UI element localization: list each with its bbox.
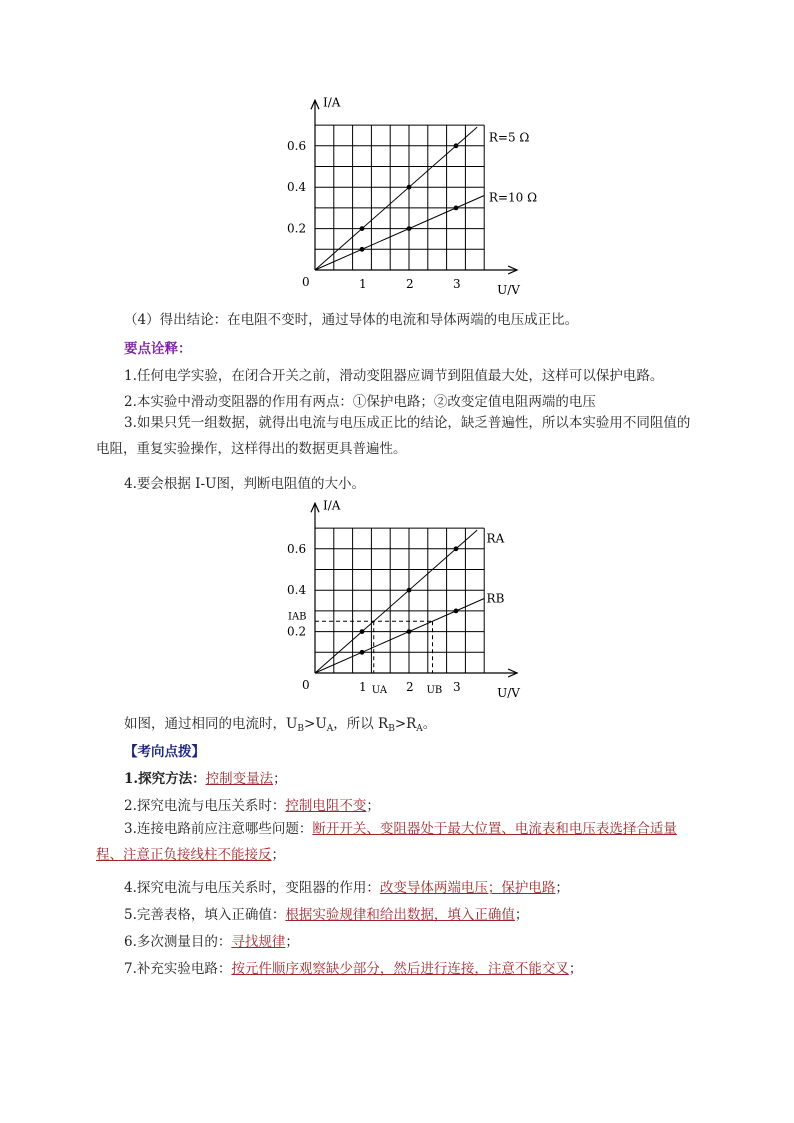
series-line — [315, 530, 477, 673]
series-line — [315, 598, 484, 673]
y-tick-label: 0.6 — [287, 541, 307, 556]
exam-item-6: 6.多次测量目的：寻找规律； — [124, 934, 299, 950]
x-tick-label: 1 — [359, 680, 367, 694]
x-tick-label: 1 — [359, 277, 367, 291]
key-point-4: 4.要会根据 I-U图，判断电阻值的大小。 — [124, 476, 365, 492]
key-point-3: 3.如果只凭一组数据，就得出电流与电压成正比的结论，缺乏普遍性，所以本实验用不同阻值的电阻，重复实验操作，这样得出的数据更具普遍性。 — [96, 415, 691, 457]
comparison-text: 如图，通过相同的电流时，$U_B>U_A$，所以 $R_B>R_A$。 — [124, 716, 437, 734]
data-point — [407, 629, 412, 634]
y-axis-label: I/A — [323, 500, 341, 513]
iab-label: IAB — [288, 611, 307, 623]
iu-graph-1 — [0, 95, 794, 395]
key-points-title: 要点诠释： — [124, 341, 192, 357]
x-axis-label: U/V — [497, 283, 520, 297]
y-tick-label: 0.4 — [287, 583, 307, 598]
exam-item-1: 1.探究方法：控制变量法； — [124, 771, 287, 787]
data-point — [360, 629, 365, 634]
data-point — [454, 143, 459, 148]
x-tick-label: 3 — [453, 680, 461, 694]
data-point — [360, 226, 365, 231]
exam-item-4: 4.探究电流与电压关系时，变阻器的作用：改变导体两端电压；保护电路； — [124, 880, 569, 896]
data-point — [360, 247, 365, 252]
series-label: RA — [486, 531, 505, 546]
data-point — [454, 206, 459, 211]
data-point — [407, 226, 412, 231]
exam-item-5: 5.完善表格，填入正确值：根据实验规律和给出数据，填入正确值； — [124, 907, 529, 923]
series-line — [315, 127, 477, 270]
exam-item-2: 2.探究电流与电压关系时：控制电阻不变； — [124, 798, 380, 814]
ub-label: UB — [426, 685, 443, 696]
data-point — [407, 588, 412, 593]
key-point-1: 1.任何电学实验，在闭合开关之前，滑动变阻器应调节到阻值最大处，这样可以保护电路。 — [124, 368, 664, 384]
x-tick-label: 3 — [453, 277, 461, 291]
data-point — [454, 609, 459, 614]
y-tick-label: 0.6 — [287, 138, 307, 153]
y-tick-label: 0.2 — [287, 624, 307, 639]
x-tick-label: 2 — [406, 680, 414, 694]
x-axis-label: U/V — [497, 686, 520, 700]
ua-label: UA — [371, 685, 388, 696]
series-label: R=5 Ω — [488, 130, 530, 145]
data-point — [360, 650, 365, 655]
origin-label: 0 — [302, 678, 310, 692]
data-point — [454, 546, 459, 551]
origin-label: 0 — [302, 275, 310, 289]
series-label: R=10 Ω — [488, 190, 538, 205]
conclusion-text: （4）得出结论：在电阻不变时，通过导体的电流和导体两端的电压成正比。 — [124, 312, 579, 328]
y-axis-label: I/A — [323, 95, 341, 110]
y-tick-label: 0.4 — [287, 180, 307, 195]
data-point — [407, 185, 412, 190]
x-tick-label: 2 — [406, 277, 414, 291]
exam-item-7: 7.补充实验电路：按元件顺序观察缺少部分，然后进行连接，注意不能交叉； — [124, 961, 583, 977]
series-line — [315, 195, 484, 270]
y-tick-label: 0.2 — [287, 221, 307, 236]
key-point-2: 2.本实验中滑动变阻器的作用有两点：①保护电路；②改变定值电阻两端的电压 — [124, 394, 596, 410]
exam-title: 【考向点拨】 — [124, 744, 205, 760]
series-label: RB — [486, 591, 505, 606]
exam-item-3: 3.连接电路前应注意哪些问题：断开开关、变阻器处于最大位置、电流表和电压表选择合适量程、注意正负接线柱不能接反； — [96, 821, 677, 863]
iu-graph-2 — [0, 500, 794, 700]
